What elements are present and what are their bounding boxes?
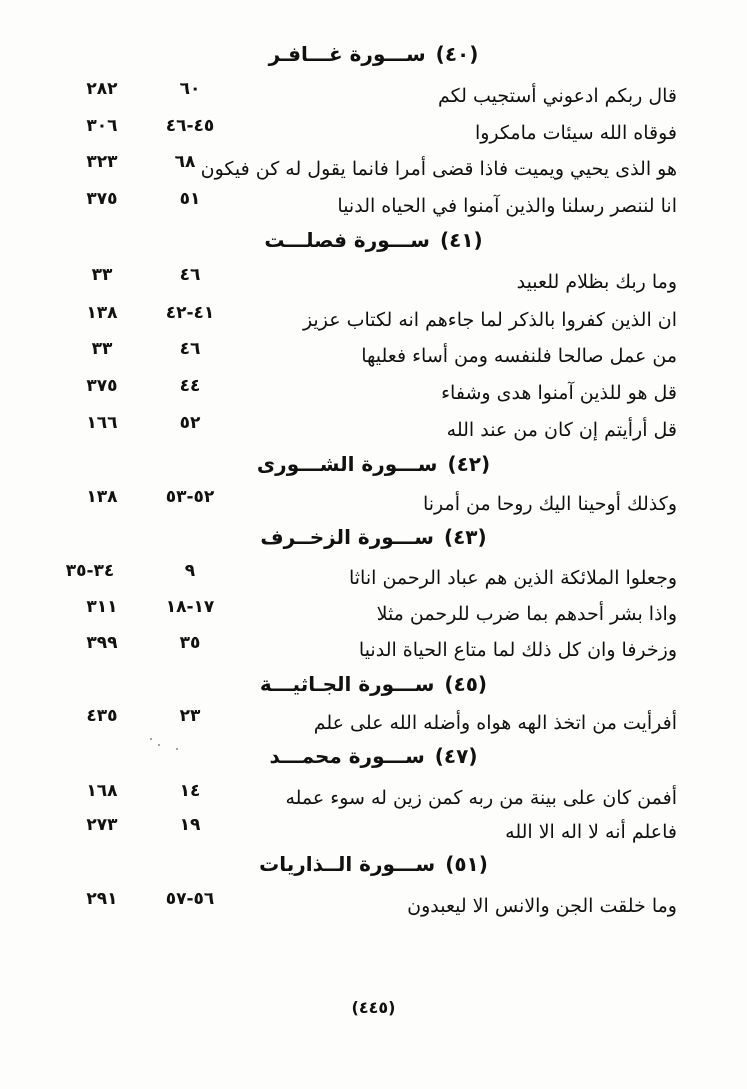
index-row (0, 706, 747, 742)
quote-text: أفمن كان على بينة من ربه كمن زين له سوء عمله (285, 787, 677, 809)
quote-text: واذا بشر أحدهم بما ضرب للرحمن مثلا (376, 603, 677, 625)
quote-text: قل هو للذين آمنوا هدى وشفاء (441, 382, 677, 404)
verse-number: ١٤ (179, 781, 201, 801)
page-reference: ٣٢٣ (86, 152, 118, 172)
section-heading-43 (0, 525, 747, 549)
verse-number: ٤٤ (179, 376, 201, 396)
section-number: (٤٢) (447, 452, 491, 476)
quote-text: وما خلقت الجن والانس الا ليعبدون (407, 895, 677, 917)
index-row (0, 116, 747, 152)
section-title: ســـورة محمـــد (269, 744, 425, 768)
quote-text: وزخرفا وان كل ذلك لما متاع الحياة الدنيا (358, 639, 677, 661)
page-reference: ٣٠٦ (86, 116, 118, 136)
verse-number: ٣٥ (179, 633, 201, 653)
page-reference: ١٣٨ (86, 303, 118, 323)
quote-text: وجعلوا الملائكة الذين هم عباد الرحمن اناثا (348, 567, 677, 589)
page-reference: ٢٩١ (86, 889, 118, 909)
page-reference: ٢٨٢ (86, 79, 118, 99)
section-heading-41 (0, 228, 747, 252)
verse-number: ٤٥-٤٦ (165, 116, 215, 136)
index-row (0, 781, 747, 817)
section-title: ســـورة فصلـــت (264, 228, 430, 252)
page-reference: ١٦٦ (86, 413, 118, 433)
index-row (0, 597, 747, 633)
section-number: (٥١) (445, 852, 488, 876)
index-row (0, 413, 747, 449)
quote-text: وكذلك أوحينا اليك روحا من أمرنا (422, 493, 677, 515)
quote-text: ان الذين كفروا بالذكر لما جاءهم انه لكتاب عزيز (302, 309, 677, 331)
quote-text: فوقاه الله سيئات مامكروا (474, 122, 677, 144)
scan-speck (158, 744, 160, 746)
index-row (0, 815, 747, 851)
scan-speck (176, 748, 178, 750)
section-title: ســـورة الــذاريات (259, 852, 436, 876)
verse-number: ٦٨ (174, 152, 196, 172)
verse-number: ٦٠ (179, 79, 201, 99)
index-row (0, 189, 747, 225)
index-row (0, 265, 747, 301)
section-number: (٤٥) (444, 672, 488, 696)
page-reference: ١٣٨ (86, 487, 118, 507)
section-heading-51 (0, 852, 747, 876)
index-row (0, 487, 747, 523)
section-heading-40 (0, 42, 747, 66)
page-reference: ٣٧٥ (86, 189, 118, 209)
scan-speck (150, 738, 152, 740)
quote-text: انا لننصر رسلنا والذين آمنوا في الحياه الدنيا (337, 195, 677, 217)
quote-text: من عمل صالحا فلنفسه ومن أساء فعليها (361, 345, 677, 367)
section-heading-47 (0, 744, 747, 768)
quote-text: أفرأيت من اتخذ الهه هواه وأضله الله على علم (313, 712, 677, 734)
page-reference: ٢٧٣ (86, 815, 118, 835)
verse-number: ٢٣ (179, 706, 201, 726)
section-title: ســـورة غـــافـر (268, 42, 426, 66)
quote-text: هو الذى يحيي ويميت فاذا قضى أمرا فانما يقول له كن فيكون (200, 158, 677, 180)
section-number: (٤٣) (443, 525, 487, 549)
verse-number: ٥٦-٥٧ (165, 889, 215, 909)
page-reference: ٤٣٥ (86, 706, 118, 726)
section-title: ســـورة الشـــورى (256, 452, 438, 476)
index-row (0, 561, 747, 597)
quote-text: فاعلم أنه لا اله الا الله (505, 821, 677, 843)
quote-text: قل أرأيتم إن كان من عند الله (446, 419, 677, 441)
section-number: (٤٧) (434, 744, 478, 768)
verse-number: ٥٢-٥٣ (165, 487, 215, 507)
section-number: (٤٠) (435, 42, 479, 66)
page-reference: ٣٧٥ (86, 376, 118, 396)
index-row (0, 339, 747, 375)
index-row (0, 152, 747, 188)
quote-text: وما ربك بظلام للعبيد (516, 271, 677, 293)
page-reference: ٣٩٩ (86, 633, 118, 653)
page-reference: ٣٤-٣٥ (65, 561, 115, 581)
quote-text: قال ربكم ادعوني أستجيب لكم (438, 85, 677, 107)
page-reference: ٣١١ (86, 597, 118, 617)
verse-number: ٤٦ (179, 265, 201, 285)
verse-number: ٥١ (179, 189, 201, 209)
verse-number: ١٩ (179, 815, 201, 835)
page-number: (٤٤٥) (351, 998, 396, 1017)
section-number: (٤١) (439, 228, 483, 252)
index-row (0, 376, 747, 412)
verse-number: ٤٦ (179, 339, 201, 359)
verse-number: ٩ (184, 561, 196, 581)
index-row (0, 79, 747, 115)
verse-number: ١٧-١٨ (165, 597, 215, 617)
section-title: ســـورة الجـاثيـــة (259, 672, 435, 696)
section-heading-42 (0, 452, 747, 476)
index-row (0, 633, 747, 669)
verse-number: ٥٢ (179, 413, 201, 433)
section-heading-45 (0, 672, 747, 696)
verse-number: ٤١-٤٢ (165, 303, 215, 323)
page-reference: ١٦٨ (86, 781, 118, 801)
section-title: ســـورة الزخــرف (260, 525, 434, 549)
index-row (0, 889, 747, 925)
page-reference: ٣٣ (91, 339, 113, 359)
index-row (0, 303, 747, 339)
page-reference: ٣٣ (91, 265, 113, 285)
